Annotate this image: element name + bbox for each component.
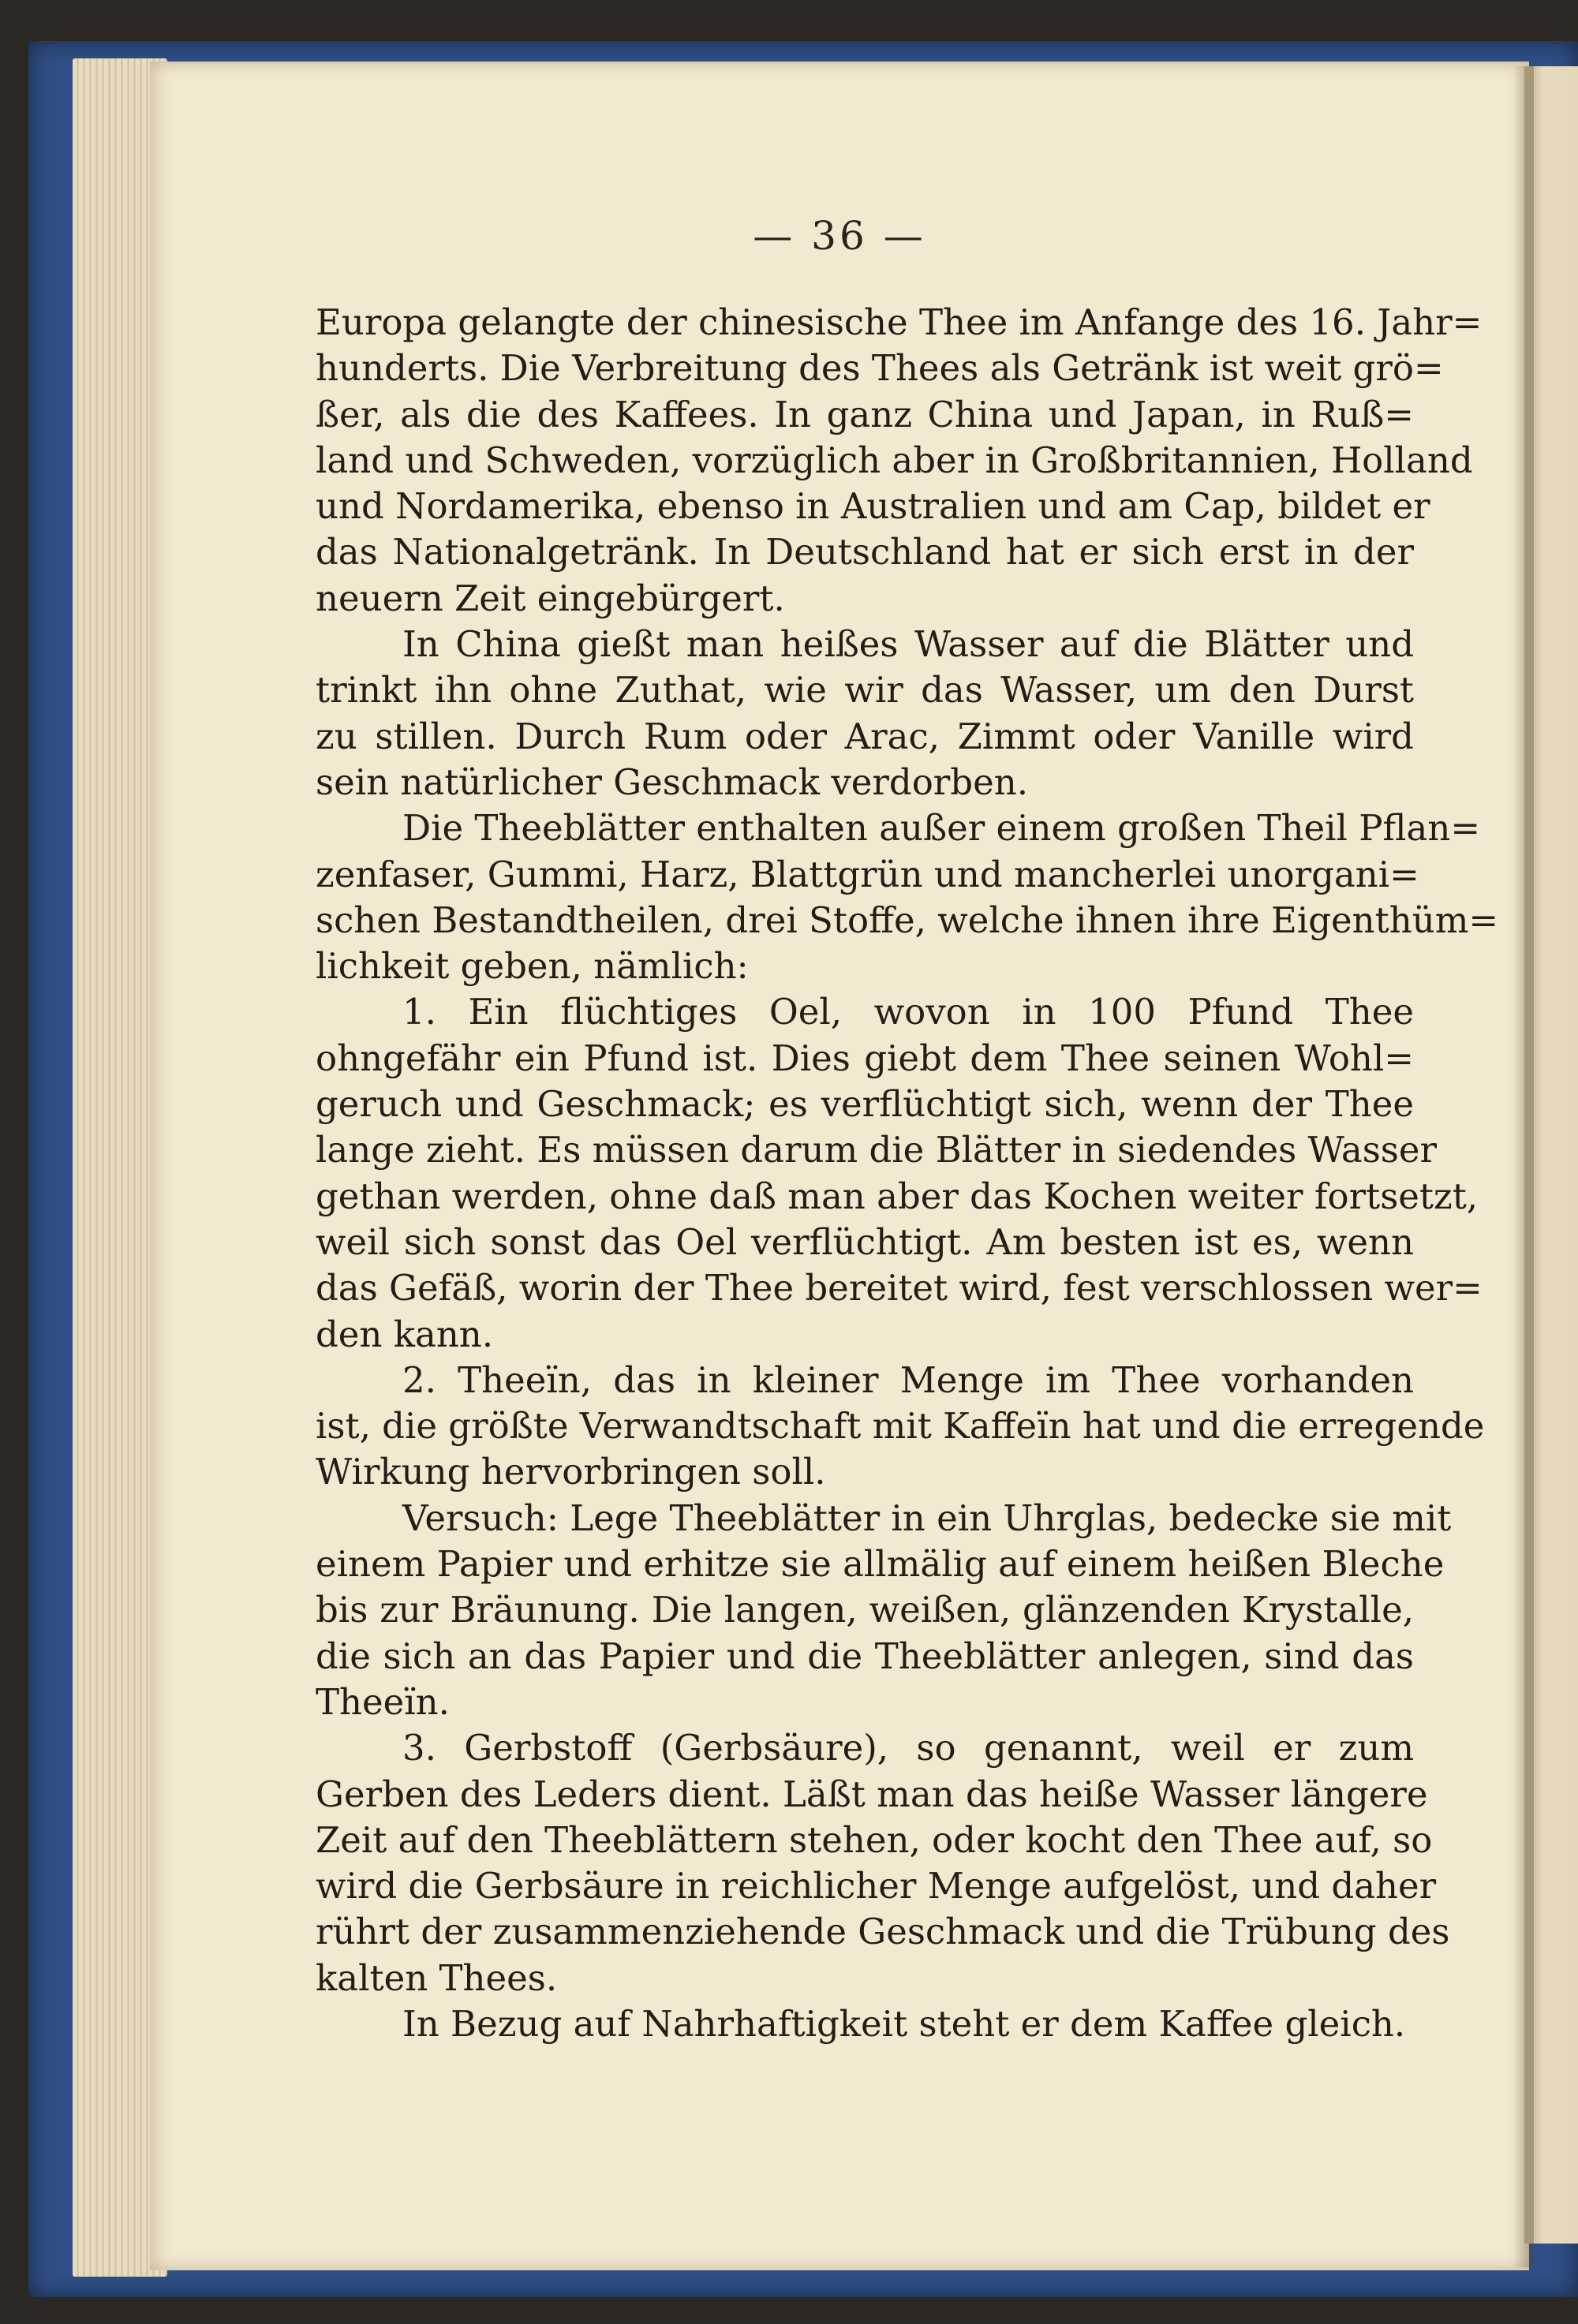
text-line: einem Papier und erhitze sie allmälig auf einem heißen Bleche xyxy=(316,1543,1445,1586)
text-line: weil sich sonst das Oel verflüchtigt. Am besten ist es, wenn xyxy=(316,1220,1414,1263)
text-line: den kann. xyxy=(316,1313,494,1355)
text-line: ohngefähr ein Pfund ist. Dies giebt dem Thee seinen Wohl= xyxy=(316,1037,1414,1079)
text-line: In Bezug auf Nahrhaftigkeit steht er dem Kaffee gleich. xyxy=(402,2002,1406,2045)
text-line: und Nordamerika, ebenso in Australien und am Cap, bildet er xyxy=(316,485,1430,528)
text-line: Theeïn. xyxy=(316,1680,450,1723)
text-line: zenfaser, Gummi, Harz, Blattgrün und mancherlei unorgani= xyxy=(316,853,1419,895)
body-text xyxy=(316,300,1499,2047)
text-line: trinkt ihn ohne Zuthat, wie wir das Wasser, um den Durst xyxy=(316,669,1414,712)
text-line: geruch und Geschmack; es verflüchtigt sich, wenn der Thee xyxy=(316,1083,1414,1126)
text-line: sein natürlicher Geschmack verdorben. xyxy=(316,760,1029,803)
gutter-shadow xyxy=(1513,66,1534,2267)
text-line: ßer, als die des Kaffees. In ganz China und Japan, in Ruß= xyxy=(316,393,1414,435)
text-line: lange zieht. Es müssen darum die Blätter in siedendes Wasser xyxy=(316,1129,1438,1171)
text-line: ist, die größte Verwandtschaft mit Kaffeïn hat und die erregende xyxy=(316,1405,1485,1448)
text-line: hunderts. Die Verbreitung des Thees als Getränk ist weit grö= xyxy=(316,347,1444,390)
text-line: In China gießt man heißes Wasser auf die Blätter und xyxy=(402,623,1414,666)
text-line: das Gefäß, worin der Thee bereitet wird, fest verschlossen wer= xyxy=(316,1267,1483,1310)
text-line: rührt der zusammenziehende Geschmack und die Trübung des xyxy=(316,1911,1450,1953)
text-line: 2. Theeïn, das in kleiner Menge im Thee vorhanden xyxy=(402,1358,1414,1401)
text-line: die sich an das Papier und die Theeblätter anlegen, sind das xyxy=(316,1635,1414,1677)
text-line: land und Schweden, vorzüglich aber in Großbritannien, Holland xyxy=(316,439,1473,481)
text-line: lichkeit geben, nämlich: xyxy=(316,945,749,988)
text-line: kalten Thees. xyxy=(316,1956,558,1999)
text-line: wird die Gerbsäure in reichlicher Menge aufgelöst, und daher xyxy=(316,1865,1437,1907)
text-line: 1. Ein flüchtiges Oel, wovon in 100 Pfund Thee xyxy=(402,991,1414,1033)
text-line: Europa gelangte der chinesische Thee im Anfange des 16. Jahr= xyxy=(316,301,1483,343)
text-line: Wirkung hervorbringen soll. xyxy=(316,1451,826,1493)
text-line: gethan werden, ohne daß man aber das Kochen weiter fortsetzt, xyxy=(316,1175,1479,1217)
text-line: bis zur Bräunung. Die langen, weißen, glänzenden Krystalle, xyxy=(316,1589,1414,1631)
text-line: neuern Zeit eingebürgert. xyxy=(316,577,785,619)
text-line: Gerben des Leders dient. Läßt man das heiße Wasser längere xyxy=(316,1773,1428,1815)
text-line: Zeit auf den Theeblättern stehen, oder kocht den Thee auf, so xyxy=(316,1818,1433,1861)
text-line: schen Bestandtheilen, drei Stoffe, welche ihnen ihre Eigenthüm= xyxy=(316,899,1499,941)
text-line: Die Theeblätter enthalten außer einem großen Theil Pflan= xyxy=(402,807,1481,850)
text-line: zu stillen. Durch Rum oder Arac, Zimmt oder Vanille wird xyxy=(316,715,1414,757)
page-number: — 36 — xyxy=(753,213,926,259)
text-line: Versuch: Lege Theeblätter in ein Uhrglas, bedecke sie mit xyxy=(402,1496,1452,1539)
text-line: das Nationalgetränk. In Deutschland hat er sich erst in der xyxy=(316,531,1414,574)
text-line: 3. Gerbstoff (Gerbsäure), so genannt, weil er zum xyxy=(402,1727,1414,1769)
